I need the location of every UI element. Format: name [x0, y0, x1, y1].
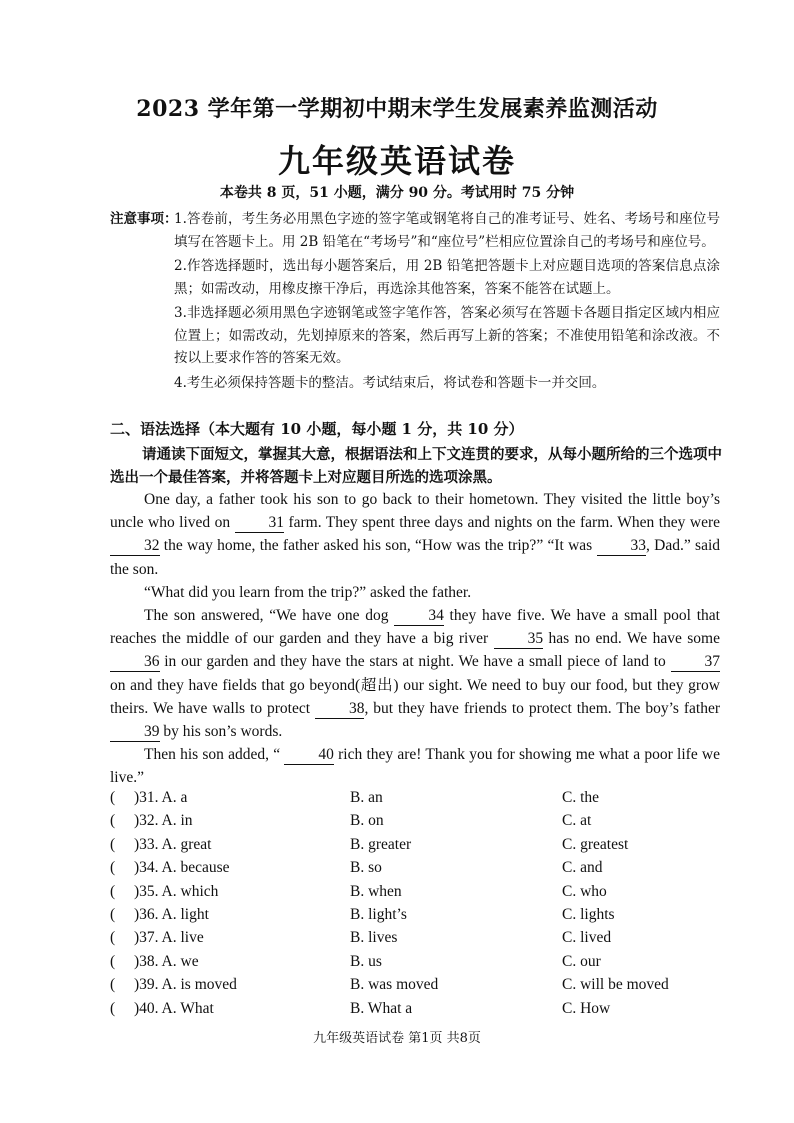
option-a: )32. A. in — [134, 812, 193, 830]
passage-text: farm. They spent three days and nights on the farm. When they were — [284, 514, 720, 532]
option-row-38 — [110, 953, 730, 976]
passage-text: , but they have friends to protect them. The boy’s father — [364, 699, 721, 717]
option-row-35 — [110, 883, 730, 906]
option-c: C. lived — [562, 929, 612, 947]
option-b: B. so — [350, 859, 382, 877]
passage-paragraph — [110, 488, 720, 581]
passage-paragraph — [110, 604, 720, 743]
option-c: C. greatest — [562, 835, 629, 853]
answer-paren: ( — [110, 812, 116, 830]
note-item: 2.作答选择题时，选出每小题答案后，用 2B 铅笔把答题卡上对应题目选项的答案信息点涂黑；如需改动，用橡皮擦干净后，再选涂其他答案，答案不能答在试题上。 — [174, 258, 720, 297]
note-item: 1.答卷前，考生务必用黑色字迹的签字笔或钢笔将自己的准考证号、姓名、考场号和座位号填写在答题卡上。用 2B 铅笔在“考场号”和“座位号”栏相应位置涂自己的考场号和座位号。 — [174, 211, 720, 250]
passage-text: the way home, the father asked his son, “How was the trip?” “It was — [159, 537, 597, 555]
option-row-34 — [110, 859, 730, 882]
answer-paren: ( — [110, 835, 116, 853]
option-a: )39. A. is moved — [134, 976, 237, 994]
option-row-31 — [110, 789, 730, 812]
option-c: C. who — [562, 882, 607, 900]
option-a: )34. A. because — [134, 859, 230, 877]
option-b: B. What a — [350, 999, 413, 1017]
passage-paragraph: “What did you learn from the trip?” asked the father. — [144, 583, 472, 601]
answer-paren: ( — [110, 929, 116, 947]
reading-passage — [110, 488, 720, 790]
blank-35: 35 — [494, 630, 544, 649]
option-b: B. on — [350, 812, 384, 830]
option-row-40 — [110, 1000, 730, 1023]
passage-text: they have five. We have a small pool that reaches the middle of our garden and they have a big river — [110, 607, 720, 648]
passage-text: by his son’s words. — [159, 723, 283, 741]
option-b: B. when — [350, 882, 402, 900]
option-c: C. and — [562, 859, 603, 877]
section-instructions: 请通读下面短文，掌握其大意，根据语法和上下文连贯的要求，从每小题所给的三个选项中选出一个最佳答案，并将答题卡上对应题目所选的选项涂黑。 — [110, 446, 722, 486]
option-row-33 — [110, 836, 730, 859]
option-row-37 — [110, 929, 730, 952]
exam-title-line1: 2023 学年第一学期初中期末学生发展素养监测活动 — [136, 96, 658, 122]
passage-text: in our garden and they have the stars at night. We have a small piece of land to — [159, 653, 671, 671]
page-footer: 九年级英语试卷 第1页 共8页 — [313, 1031, 481, 1046]
blank-36: 36 — [110, 653, 160, 672]
option-c: C. lights — [562, 905, 615, 923]
section-heading: 二、语法选择（本大题有 10 小题，每小题 1 分，共 10 分） — [110, 420, 524, 438]
passage-text: on and they have fields that go beyond(超出) our sight. We need to buy our food, but they grow theirs. We have walls to protect — [110, 676, 720, 717]
option-row-39 — [110, 976, 730, 999]
option-b: B. lives — [350, 929, 398, 947]
option-a: )35. A. which — [134, 882, 219, 900]
option-a: )40. A. What — [134, 999, 214, 1017]
option-b: B. light’s — [350, 905, 407, 923]
blank-38: 38 — [315, 700, 365, 719]
blank-33: 33 — [597, 537, 647, 556]
passage-text: The son answered, “We have one dog — [144, 607, 395, 625]
blank-40: 40 — [284, 746, 334, 765]
passage-text: has no end. We have some — [543, 630, 720, 648]
blank-34: 34 — [394, 607, 444, 626]
passage-text: , Dad.” said the son. — [110, 537, 721, 578]
notes-items — [174, 208, 720, 396]
notes-label: 注意事项： — [110, 211, 178, 227]
option-a: )33. A. great — [134, 835, 212, 853]
note-item: 4.考生必须保持答题卡的整洁。考试结束后，将试卷和答题卡一并交回。 — [174, 374, 606, 391]
passage-text: One day, a father took his son to go back to their hometown. They visited the little boy’s uncle who lived on — [110, 491, 720, 532]
option-row-36 — [110, 906, 730, 929]
passage-text: Then his son added, “ — [144, 746, 285, 764]
note-item: 3.非选择题必须用黑色字迹钢笔或签字笔作答，答案必须写在答题卡各题目指定区域内相应位置上；如需改动，先划掉原来的答案，然后再写上新的答案；不准使用铅笔和涂改液。不按以上要求作答的答案无效。 — [174, 305, 720, 366]
blank-39: 39 — [110, 723, 160, 742]
option-a: )37. A. live — [134, 929, 204, 947]
answer-paren: ( — [110, 905, 116, 923]
option-c: C. our — [562, 952, 601, 970]
answer-paren: ( — [110, 789, 116, 806]
answer-paren: ( — [110, 952, 116, 970]
option-b: B. us — [350, 952, 382, 970]
passage-paragraph — [110, 743, 720, 789]
option-row-32 — [110, 812, 730, 835]
option-a: )31. A. a — [134, 789, 188, 806]
exam-subtitle: 本卷共 8 页，51 小题，满分 90 分。考试用时 75 分钟 — [219, 185, 575, 201]
option-c: C. the — [562, 789, 600, 806]
answer-paren: ( — [110, 859, 116, 877]
exam-title-line2: 九年级英语试卷 — [277, 142, 516, 180]
option-b: B. greater — [350, 835, 412, 853]
option-a: )36. A. light — [134, 905, 209, 923]
blank-32: 32 — [110, 537, 160, 556]
option-c: C. How — [562, 999, 611, 1017]
answer-paren: ( — [110, 882, 116, 900]
option-b: B. was moved — [350, 976, 439, 994]
answer-paren: ( — [110, 976, 116, 994]
options-list — [110, 789, 730, 1023]
option-c: C. at — [562, 812, 592, 830]
option-a: )38. A. we — [134, 952, 199, 970]
option-c: C. will be moved — [562, 976, 669, 994]
option-b: B. an — [350, 789, 383, 806]
blank-31: 31 — [235, 514, 285, 533]
answer-paren: ( — [110, 999, 116, 1017]
passage-text: rich they are! Thank you for showing me what a poor life we live.” — [110, 746, 721, 787]
blank-37: 37 — [671, 653, 721, 672]
